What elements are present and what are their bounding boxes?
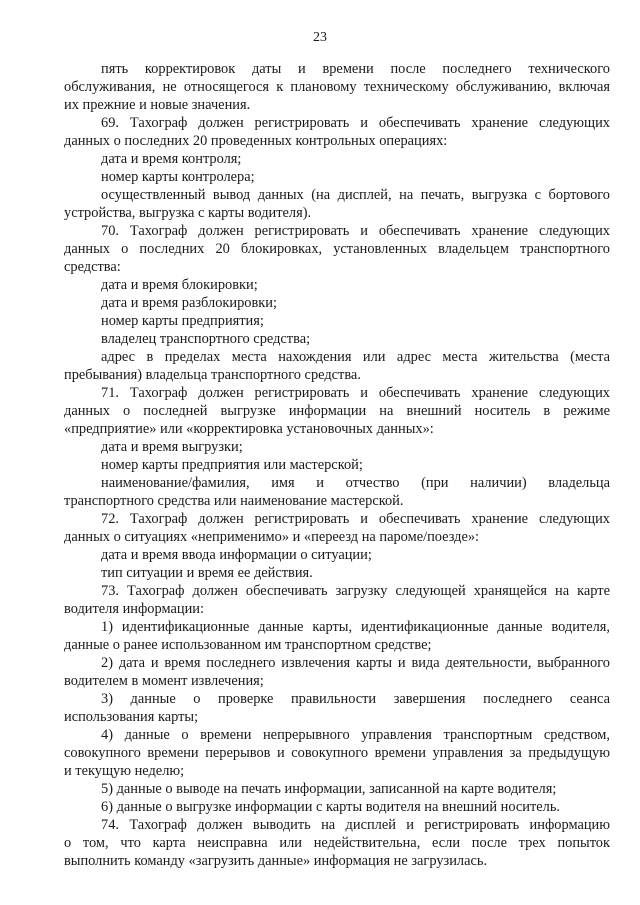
text-line: 3) данные о проверке правильности завершения последнего сеанса (101, 691, 610, 707)
text-line: тип ситуации и время ее действия. (101, 565, 313, 581)
text-line: данных о последних 20 блокировках, установленных владельцем транспортного (64, 241, 610, 257)
text-line: и текущую неделю; (64, 763, 185, 779)
text-line: номер карты предприятия; (101, 313, 264, 329)
text-line: обслуживания, не относящегося к плановому техническому обслуживанию, включая (64, 79, 610, 95)
text-line: пять корректировок даты и времени после последнего технического (101, 61, 610, 77)
text-line: дата и время блокировки; (101, 277, 258, 293)
text-line: данных о ситуациях «неприменимо» и «переезд на пароме/поезде»: (64, 529, 480, 545)
text-line: номер карты контролера; (101, 169, 255, 185)
text-line: 2) дата и время последнего извлечения карты и вида деятельности, выбранного (101, 655, 610, 671)
text-line: водителя информации: (64, 601, 204, 617)
text-line: дата и время разблокировки; (101, 295, 277, 311)
text-line: 71. Тахограф должен регистрировать и обеспечивать хранение следующих (101, 385, 610, 401)
text-line: адрес в пределах места нахождения или адрес места жительства (места (101, 349, 610, 365)
text-line: данных о последней выгрузке информации на внешний носитель в режиме (64, 403, 610, 419)
text-line: водителем в момент извлечения; (64, 673, 264, 689)
text-line: дата и время выгрузки; (101, 439, 243, 455)
text-line: 74. Тахограф должен выводить на дисплей и регистрировать информацию (101, 817, 610, 833)
text-line: их прежние и новые значения. (64, 97, 251, 113)
text-line: 4) данные о времени непрерывного управления транспортным средством, (101, 727, 610, 743)
page-number: 23 (313, 30, 327, 45)
text-line: 5) данные о выводе на печать информации, записанной на карте водителя; (101, 781, 557, 797)
text-line: выполнить команду «загрузить данные» информация не загрузилась. (64, 853, 488, 869)
text-line: 6) данные о выгрузке информации с карты водителя на внешний носитель. (101, 799, 561, 815)
text-line: транспортного средства или наименование мастерской. (64, 493, 404, 509)
text-line: данные о ранее использованном им транспортном средстве; (64, 637, 432, 653)
text-line: средства: (64, 259, 121, 275)
text-line: данных о последних 20 проведенных контрольных операциях: (64, 133, 448, 149)
text-line: владелец транспортного средства; (101, 331, 311, 347)
text-line: «предприятие» или «корректировка установочных данных»: (64, 421, 434, 437)
text-line: 70. Тахограф должен регистрировать и обеспечивать хранение следующих (101, 223, 610, 239)
text-line: 1) идентификационные данные карты, идентификационные данные водителя, (101, 619, 610, 635)
text-line: 73. Тахограф должен обеспечивать загрузку следующей хранящейся на карте (101, 583, 610, 599)
text-line: устройства, выгрузка с карты водителя). (64, 205, 312, 221)
text-line: 69. Тахограф должен регистрировать и обеспечивать хранение следующих (101, 115, 610, 131)
text-line: дата и время ввода информации о ситуации; (101, 547, 372, 563)
text-line: номер карты предприятия или мастерской; (101, 457, 363, 473)
text-line: наименование/фамилия, имя и отчество (при наличии) владельца (101, 475, 610, 491)
text-line: осуществленный вывод данных (на дисплей, на печать, выгрузка с бортового (101, 187, 610, 203)
text-line: о том, что карта неисправна или недействительна, если после трех попыток (64, 835, 610, 851)
text-line: использования карты; (64, 709, 199, 725)
text-line: пребывания) владельца транспортного средства. (64, 367, 361, 383)
text-line: совокупного времени перерывов и совокупного времени управления за предыдущую (64, 745, 610, 761)
text-line: 72. Тахограф должен регистрировать и обеспечивать хранение следующих (101, 511, 610, 527)
text-line: дата и время контроля; (101, 151, 242, 167)
